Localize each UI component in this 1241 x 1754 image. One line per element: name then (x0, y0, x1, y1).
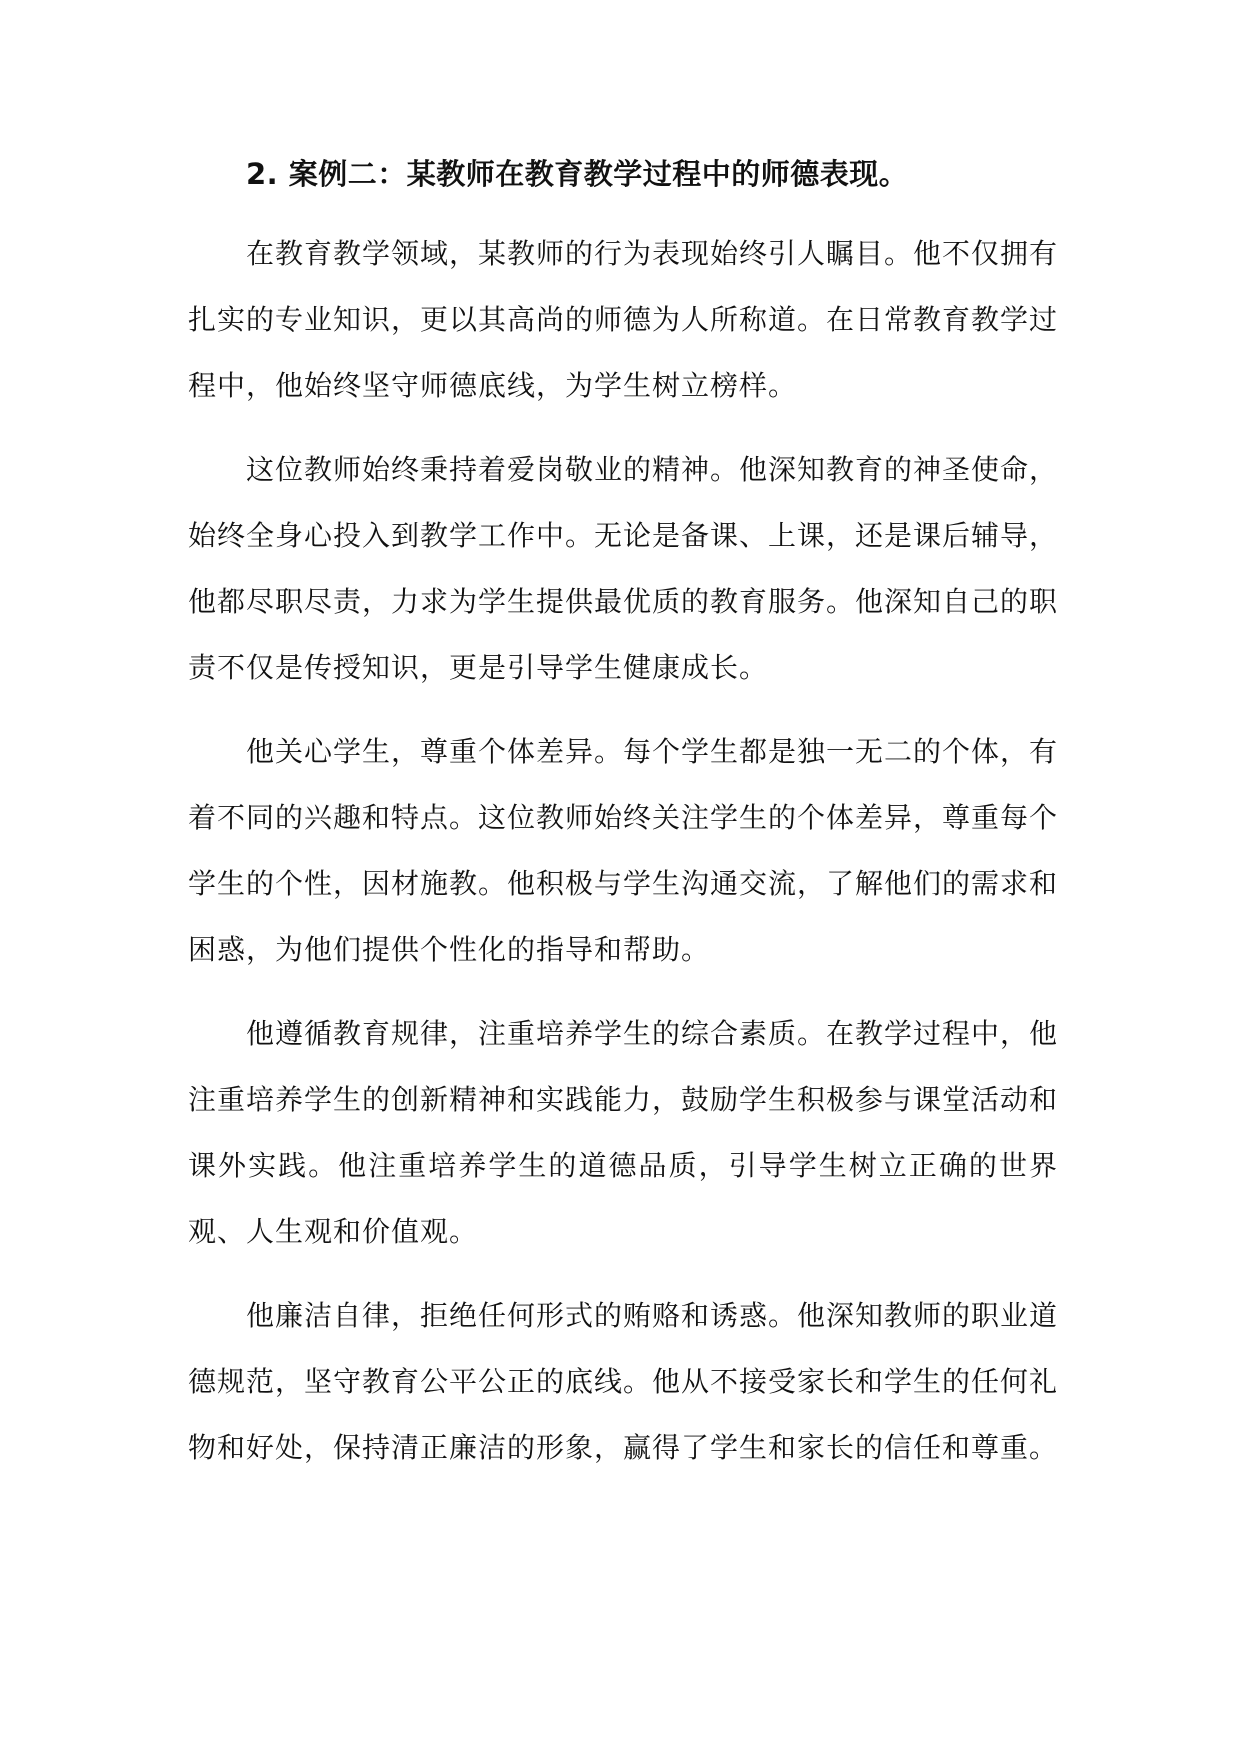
paragraph-integrity: 他廉洁自律，拒绝任何形式的贿赂和诱惑。他深知教师的职业道德规范，坚守教育公平公正的底线。他从不接受家长和学生的任何礼物和好处，保持清正廉洁的形象，赢得了学生和家长的信任和尊重。 (188, 1299, 1059, 1464)
section-heading: 2. 案例二：某教师在教育教学过程中的师德表现。 (246, 157, 909, 191)
paragraph-dedication: 这位教师始终秉持着爱岗敬业的精神。他深知教育的神圣使命，始终全身心投入到教学工作中。无论是备课、上课，还是课后辅导，他都尽职尽责，力求为学生提供最优质的教育服务。他深知自己的职责不仅是传授知识，更是引导学生健康成长。 (188, 453, 1059, 684)
paragraph-care-for-students: 他关心学生，尊重个体差异。每个学生都是独一无二的个体，有着不同的兴趣和特点。这位教师始终关注学生的个体差异，尊重每个学生的个性，因材施教。他积极与学生沟通交流，了解他们的需求和困惑，为他们提供个性化的指导和帮助。 (188, 735, 1059, 966)
paragraph-education-rules: 他遵循教育规律，注重培养学生的综合素质。在教学过程中，他注重培养学生的创新精神和实践能力，鼓励学生积极参与课堂活动和课外实践。他注重培养学生的道德品质，引导学生树立正确的世界观、人生观和价值观。 (188, 1017, 1059, 1248)
paragraph-intro: 在教育教学领域，某教师的行为表现始终引人瞩目。他不仅拥有扎实的专业知识，更以其高尚的师德为人所称道。在日常教育教学过程中，他始终坚守师德底线，为学生树立榜样。 (188, 237, 1059, 402)
document-body (188, 145, 1058, 1499)
